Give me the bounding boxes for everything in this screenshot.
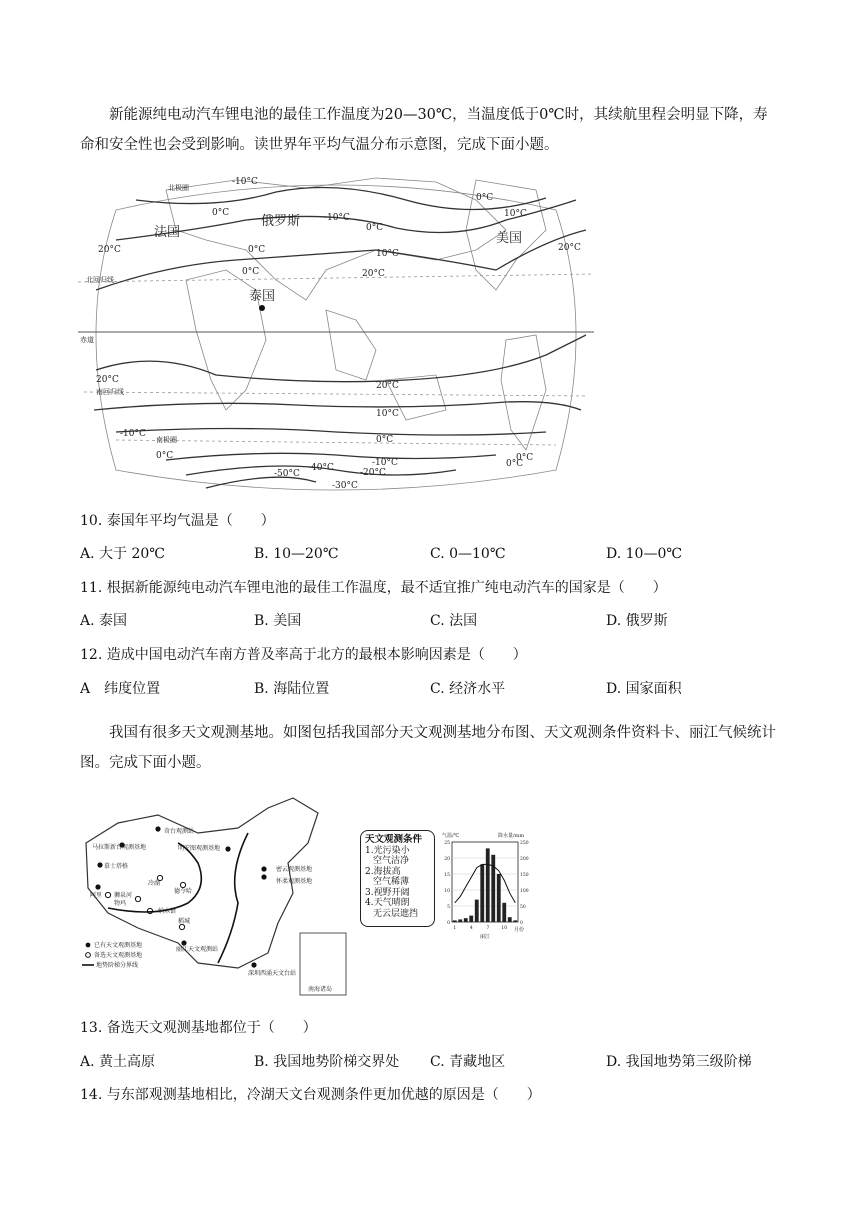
isotherm-label: 0°C <box>248 245 266 255</box>
isotherm-label: 20°C <box>362 269 385 279</box>
option-b[interactable]: B. 10—20℃ <box>254 546 339 562</box>
option-b[interactable]: B. 海陆位置 <box>254 681 330 697</box>
station-ali: 阿里 <box>90 892 103 899</box>
label-thailand: 泰国 <box>249 289 276 304</box>
option-d[interactable]: D. 国家面积 <box>606 681 682 697</box>
y-right-tick: 50 <box>520 905 526 910</box>
south-china-sea-inset: 南海诸岛 <box>308 986 333 993</box>
option-a[interactable]: A. 黄土高原 <box>80 1054 156 1070</box>
question-11: 11. 根据新能源纯电动汽车锂电池的最佳工作温度，最不适宜推广纯电动汽车的国家是（ ） <box>80 580 667 596</box>
y-right-tick: 200 <box>520 857 529 862</box>
y-left-tick: 20 <box>444 857 450 862</box>
option-d[interactable]: D. 我国地势第三级阶梯 <box>606 1054 752 1070</box>
station-mingantu: 明安图观测基地 <box>178 845 221 852</box>
x-tick: 4 <box>469 926 473 931</box>
place-label: 丽江 <box>480 934 491 940</box>
card-item: 1.光污染小 <box>365 845 410 856</box>
x-tick: 10 <box>501 926 508 931</box>
y-right-tick: 0 <box>520 921 523 926</box>
observation-card <box>360 830 435 927</box>
xlabel: 月份 <box>514 927 525 933</box>
option-b[interactable]: B. 我国地势阶梯交界处 <box>254 1054 400 1070</box>
station-shenzhen: 深圳西涌天文台站 <box>248 970 297 977</box>
y-right-tick: 100 <box>520 889 529 894</box>
card-item: 空气稀薄 <box>373 877 410 887</box>
label-usa: 美国 <box>496 231 523 246</box>
isotherm-label: 0°C <box>376 435 394 445</box>
legend-existing: 已有天文观测基地 <box>94 942 143 949</box>
station-lenghu: 冷湖 <box>148 880 161 887</box>
option-c[interactable]: C. 法国 <box>430 613 478 629</box>
y-right-tick: 250 <box>520 841 529 846</box>
ylabel-left: 气温/℃ <box>442 833 460 839</box>
china-observatory-map <box>78 793 350 998</box>
precip-bar <box>458 919 462 922</box>
y-left-tick: 15 <box>444 873 450 878</box>
card-item: 2.海拔高 <box>365 866 401 877</box>
y-left-tick: 5 <box>447 905 450 910</box>
station-namtso: 纳木错 <box>158 908 177 915</box>
question-10-options <box>80 544 780 564</box>
precip-bar <box>480 864 484 922</box>
option-d[interactable]: D. 10—0℃ <box>606 546 683 562</box>
station-daocheng: 稻城 <box>178 918 191 925</box>
isotherm-label: 10°C <box>376 409 399 419</box>
y-left-tick: 10 <box>444 889 450 894</box>
y-left-tick: 25 <box>444 841 450 846</box>
lijiang-climate-chart <box>438 830 534 942</box>
precip-bar <box>513 920 517 922</box>
tropic-of-cancer-label: 北回归线 <box>86 276 114 284</box>
isotherm-label: 0°C <box>366 223 384 233</box>
isotherm-label: 0°C <box>506 459 524 469</box>
card-item: 空气洁净 <box>373 856 410 866</box>
isotherm-label: -30°C <box>332 481 358 491</box>
station-miyun: 密云观测基地 <box>276 866 313 873</box>
precip-bar <box>497 874 501 922</box>
station-malas: 马拉斯新台观测基地 <box>92 844 147 851</box>
isotherm-label: 0°C <box>476 193 494 203</box>
option-d[interactable]: D. 俄罗斯 <box>606 613 668 629</box>
precip-bar <box>491 855 495 922</box>
precip-bar <box>508 917 512 922</box>
card-item: 4.天气晴朗 <box>365 898 410 908</box>
station-wuma: 物玛 <box>114 900 127 907</box>
precip-bar <box>469 916 473 922</box>
isotherm-label: 20°C <box>376 381 399 391</box>
isotherm-label: -50°C <box>274 469 300 479</box>
x-tick: 1 <box>453 926 457 931</box>
isotherm-label: 0°C <box>242 267 260 277</box>
precip-bar <box>464 918 468 922</box>
question-13-options <box>80 1052 780 1072</box>
station-delingha: 德令哈 <box>174 888 193 895</box>
isotherm-label: -20°C <box>360 468 386 478</box>
antarctic-circle-label: 南极圈 <box>156 436 177 444</box>
label-france: 法国 <box>154 225 181 240</box>
tropic-of-capricorn-label: 南回归线 <box>96 388 124 396</box>
isotherm-label: -10°C <box>232 177 258 187</box>
option-a[interactable]: A. 泰国 <box>80 613 128 629</box>
isotherm-label: 10°C <box>376 249 399 259</box>
station-muztagh: 慕士塔格 <box>104 863 129 870</box>
legend-candidate: 备选天文观测基地 <box>94 952 143 959</box>
question-10: 10. 泰国年平均气温是（ ） <box>80 513 275 529</box>
precip-bar <box>502 903 506 922</box>
option-a[interactable]: A 纬度位置 <box>80 681 161 697</box>
station-shiquanhe: 狮泉河 <box>114 892 133 899</box>
question-13: 13. 备选天文观测基地都位于（ ） <box>80 1020 317 1036</box>
isotherm-label: 0°C <box>516 453 534 463</box>
card-item: 3.视野开阔 <box>365 887 410 898</box>
isotherm-label: 20°C <box>98 245 121 255</box>
isotherm-label: 0°C <box>212 208 230 218</box>
x-tick: 7 <box>486 926 490 931</box>
option-b[interactable]: B. 美国 <box>254 613 302 629</box>
passage-2 <box>80 718 780 778</box>
passage-1-text: 新能源纯电动汽车锂电池的最佳工作温度为20—30℃，当温度低于0℃时，其续航里程会明显下降，寿命和安全性也会受到影响。读世界年平均气温分布示意图，完成下面小题。 <box>80 107 768 153</box>
label-russia: 俄罗斯 <box>261 214 301 229</box>
card-item: 无云层遮挡 <box>373 908 419 919</box>
world-temperature-map <box>76 170 596 496</box>
legend-boundary: 地势阶梯分界线 <box>96 962 139 969</box>
question-12: 12. 造成中国电动汽车南方普及率高于北方的最根本影响因素是（ ） <box>80 647 527 663</box>
isotherm-label: -10°C <box>324 213 350 223</box>
passage-1 <box>80 100 780 160</box>
passage-2-text: 我国有很多天文观测基地。如图包括我国部分天文观测基地分布图、天文观测条件资料卡、丽江气候统计图。完成下面小题。 <box>80 725 776 771</box>
equator-label: 赤道 <box>80 336 94 344</box>
arctic-circle-label: 北极圈 <box>168 184 189 192</box>
question-11-options <box>80 611 780 631</box>
option-c[interactable]: C. 0—10℃ <box>430 546 506 562</box>
thailand-dot <box>259 305 265 311</box>
question-14: 14. 与东部观测基地相比，冷湖天文台观测条件更加优越的原因是（ ） <box>80 1087 541 1103</box>
option-a[interactable]: A. 大于 20℃ <box>80 546 165 562</box>
station-lijiang: 丽江天文观测站 <box>176 946 219 953</box>
precip-bar <box>453 920 457 922</box>
ylabel-right: 降水量/mm <box>498 833 525 839</box>
card-title: 天文观测条件 <box>365 834 423 845</box>
option-c[interactable]: C. 经济水平 <box>430 681 506 697</box>
y-right-tick: 150 <box>520 873 529 878</box>
question-12-options <box>80 679 780 699</box>
isotherm-label: -40°C <box>308 463 334 473</box>
station-huairou: 怀柔观测基地 <box>276 878 313 885</box>
precip-bar <box>475 900 479 922</box>
isotherm-label: -10°C <box>120 429 146 439</box>
isotherm-label: 20°C <box>96 375 119 385</box>
option-c[interactable]: C. 青藏地区 <box>430 1054 506 1070</box>
station-qitai: 奇台观测站 <box>164 828 195 835</box>
isotherm-label: 0°C <box>156 451 174 461</box>
y-left-tick: 0 <box>447 921 450 926</box>
precip-bar <box>486 848 490 922</box>
isotherm-label: 10°C <box>504 209 527 219</box>
temperature-line <box>455 864 516 902</box>
isotherm-label: -10°C <box>372 458 398 468</box>
isotherm-label: 20°C <box>558 243 581 253</box>
